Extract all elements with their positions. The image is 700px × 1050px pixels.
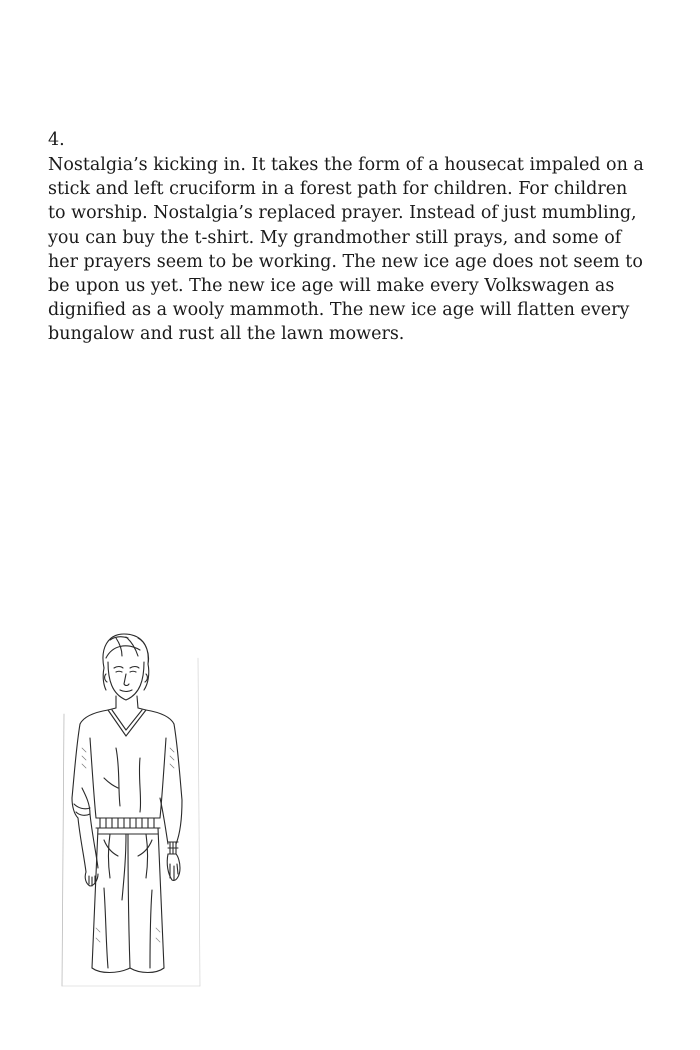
paragraph-line: you can buy the t-shirt. My grandmother still prays, and some of [48, 227, 622, 248]
paragraph-line: stick and left cruciform in a forest path for children. For children [48, 179, 628, 200]
paragraph-line: bungalow and rust all the lawn mowers. [48, 324, 405, 345]
section-number: 4. [48, 130, 65, 150]
paragraph-line: Nostalgia’s kicking in. It takes the form of a housecat impaled on a [48, 155, 644, 175]
paragraph-line: her prayers seem to be working. The new ice age does not seem to [48, 251, 643, 272]
paragraph-line: to worship. Nostalgia’s replaced prayer. Instead of just mumbling, [48, 203, 637, 224]
paragraph-line: be upon us yet. The new ice age will make every Volkswagen as [48, 276, 615, 297]
paragraph [48, 153, 652, 347]
pencil-sketch-standing-man-icon [60, 628, 202, 988]
paragraph-line: dignified as a wooly mammoth. The new ice age will flatten every [48, 300, 630, 321]
figure-sketch [60, 628, 202, 988]
